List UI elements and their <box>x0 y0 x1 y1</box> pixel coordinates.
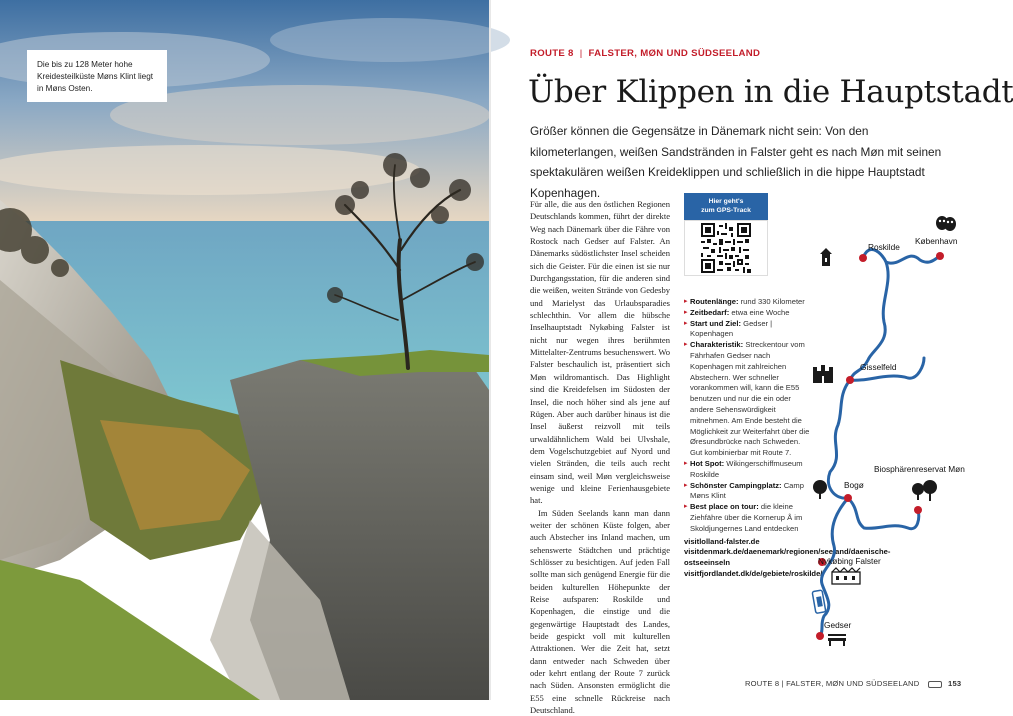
info-label: Hot Spot: <box>690 458 725 468</box>
link-visitdenmark[interactable]: visitdenmark.de/daenemark/regionen/seeland/daenische-ostseeinseln <box>684 547 891 568</box>
kicker-region: FALSTER, MØN UND SÜDSEELAND <box>588 48 761 59</box>
body-paragraph-1: Für alle, die aus den östlichen Regionen Deutschlands kommen, führt der direkte Weg nach Dänemark über die Fähre von Rostock nach Gedser auf Falster. An Dänemarks südöstlichster Insel scheiden sich die Geister. Für die einen ist sie nur Durchgangsstation, für die anderen sind die weißen, weiten Strände von Gedesby und Marielyst das Urlaubsparadies schlechthin. Vor allem die hübsche Inselhauptstadt Nykøbing Falster ist nicht nur wegen ihres berühmten Mittelalter-Zentrums besuchenswert. Wo Falster beschaulich ist, präsentiert sich Møn wildromantisch. Das Highlight sind die Kreidefelsen im Südosten der Insel, die noch höher sind als jene auf Rügen. Aber auch darüber hinaus ist die Insel äußerst reizvoll mit teils urwaldähnlichem Wald bei Ulvshale, dem Vogelschutzgebiet auf Nyord und vielen Stränden, die teils auch recht einsam sind, weil Møn vergleichsweise wenige und kleine Ferienhausgebiete hat. <box>530 199 670 506</box>
marker-bogo <box>844 494 852 502</box>
body-text <box>530 198 670 716</box>
church-icon <box>820 248 832 266</box>
info-label: Zeitbedarf: <box>690 307 730 317</box>
marker-kobenhavn <box>936 252 944 260</box>
town-roskilde: Roskilde <box>868 242 900 252</box>
arrow-icon: ▸ <box>684 459 688 467</box>
tree-icon <box>813 480 827 499</box>
camper-icon <box>928 681 942 688</box>
kicker-route: ROUTE 8 <box>530 48 574 59</box>
town-biosphere: Biosphärenreservat Møn <box>874 464 965 474</box>
info-label: Best place on tour: <box>690 502 759 512</box>
town-bogo: Bogø <box>844 480 864 490</box>
cliff-photo <box>0 0 489 700</box>
info-label: Start und Ziel: <box>690 318 742 328</box>
page-footer <box>745 679 961 688</box>
info-text: Camp Møns Klint <box>690 480 804 501</box>
qr-label-line2: zum GPS-Track <box>701 206 751 214</box>
town-nykobing: Nykøbing Falster <box>818 556 881 566</box>
town-gisselfeld: Gisselfeld <box>860 362 897 372</box>
info-text: Streckentour vom Fährhafen Gedser nach Kopenhagen mit zahlreichen Abstechern. Wer schneller vorankommen will, kann die E55 benutzen und nur die ein oder andere Sehenswürdigkeit mitnehmen. Am Ende besteht die Möglichkeit zur Weiterfahrt über die Øresundbrücke nach Schweden. Gut kombinierbar mit Route 7. <box>690 340 810 458</box>
qr-label-line1: Hier geht's <box>708 198 744 205</box>
info-text: Wikingerschiffmuseum Roskilde <box>690 458 803 479</box>
bench-icon <box>828 634 846 646</box>
arrow-icon: ▸ <box>684 308 688 316</box>
lead-paragraph: Größer können die Gegensätze in Dänemark nicht sein: Von den kilometerlangen, weißen Sandstränden in Falster geht es nach Møn mit seinen spektakulären weißen Kreideklippen und schließlich in die hippe Hauptstadt Kopenhagen. <box>530 124 942 200</box>
qr-code-icon <box>684 220 768 276</box>
ferry-icon <box>812 590 826 613</box>
info-text: rund 330 Kilometer <box>740 297 805 306</box>
info-item-best-place <box>684 502 812 534</box>
route-map <box>808 210 979 660</box>
photo-caption: Die bis zu 128 Meter hohe Kreidesteilküste Møns Klint liegt in Møns Osten. <box>27 50 167 102</box>
page-gutter <box>489 0 491 700</box>
route-kicker <box>530 48 760 59</box>
marker-roskilde <box>859 254 867 262</box>
info-item-length <box>684 297 812 308</box>
town-kobenhavn: København <box>915 236 958 246</box>
info-text: Gedser | Kopenhagen <box>690 318 773 339</box>
footer-route: ROUTE 8 <box>745 679 780 688</box>
qr-label <box>684 193 768 220</box>
castle-icon <box>813 365 833 383</box>
info-text: etwa eine Woche <box>731 307 790 317</box>
marker-biosphere <box>914 506 922 514</box>
gps-track-qr[interactable] <box>684 193 768 276</box>
arrow-icon: ▸ <box>684 503 688 511</box>
theater-masks-icon <box>936 216 956 231</box>
marker-gisselfeld <box>846 376 854 384</box>
forest-icon <box>912 480 937 501</box>
link-visitlolland[interactable]: visitlolland-falster.de <box>684 536 760 546</box>
footer-separator: | <box>781 679 784 688</box>
arrow-icon: ▸ <box>684 481 688 489</box>
info-label: Charakteristik: <box>690 340 744 350</box>
info-item-time <box>684 308 812 319</box>
info-item-camping <box>684 481 812 503</box>
town-gedser: Gedser <box>824 620 852 630</box>
page-title: Über Klippen in die Hauptstadt <box>528 74 1013 110</box>
kicker-separator: | <box>579 48 583 59</box>
marker-gedser <box>816 632 824 640</box>
page-number: 153 <box>948 679 962 688</box>
arrow-icon: ▸ <box>684 298 688 305</box>
arrow-icon: ▸ <box>684 341 688 349</box>
info-label: Routenlänge: <box>690 297 739 306</box>
info-item-character <box>684 340 812 459</box>
info-text: die kleine Ziehfähre über die Kornerup Å im Skoldjungernes Land entdecken <box>690 502 803 533</box>
info-item-start-end <box>684 319 812 341</box>
arrow-icon: ▸ <box>684 319 688 327</box>
body-paragraph-2: Im Süden Seelands kann man dann weiter der schönen Küste folgen, aber auch Abstecher ins Inland machen, um sehenswerte Städtchen und prächtige Schlösser zu besichtigen. Auf jeden Fall sollte man sich genügend Energie für die beiden kulturellen Höhepunkte der Reise aufsparen: Roskilde und Kopenhagen, die einstige und die gegenwärtige Hauptstadt des Landes, beide gespickt voll mit kulturellen Attraktionen. Wer die Zeit hat, setzt dann entweder nach Schweden über oder kehrt entlang der Route 7 zurück nach Süden. Ansonsten ermöglicht die E55 eine schnelle Rückreise nach Deutschland. <box>530 507 670 716</box>
link-visitfjordlandet[interactable]: visitfjordlandet.dk/de/gebiete/roskilde/ <box>684 568 823 578</box>
info-item-hotspot <box>684 459 812 481</box>
info-label: Schönster Campingplatz: <box>690 480 782 490</box>
town-houses-icon <box>832 568 860 584</box>
footer-region: FALSTER, MØN UND SÜDSEELAND <box>786 679 920 688</box>
